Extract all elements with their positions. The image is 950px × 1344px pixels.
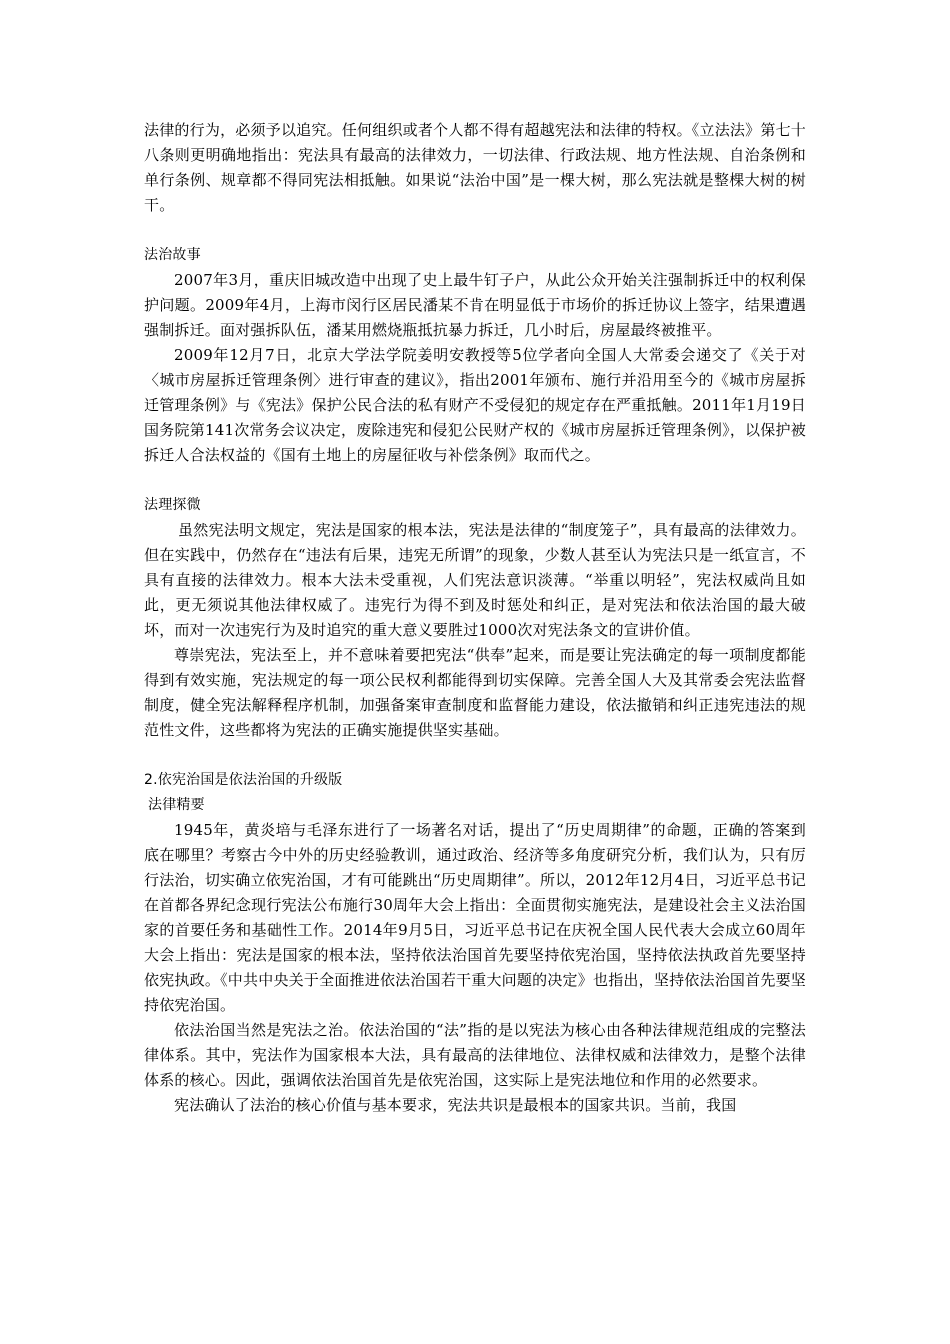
spacer	[144, 218, 806, 243]
intro-paragraph: 法律的行为，必须予以追究。任何组织或者个人都不得有超越宪法和法律的特权。《立法法》第七十八条则更明确地指出：宪法具有最高的法律效力，一切法律、行政法规、地方性法规、自治条例和单行条例、规章都不得同宪法相抵触。如果说“法治中国”是一棵大树，那么宪法就是整棵大树的树干。	[144, 121, 806, 214]
spacer	[144, 743, 806, 768]
heading-law-story: 法治故事	[144, 247, 201, 263]
story-paragraph-1: 2007年3月，重庆旧城改造中出现了史上最牛钉子户，从此公众开始关注强制拆迁中的权利保护问题。2009年4月，上海市闵行区居民潘某不肯在明显低于市场价的拆迁协议上签字，结果遭遇强制拆迁。面对强拆队伍，潘某用燃烧瓶抵抗暴力拆迁，几小时后，房屋最终被推平。	[144, 271, 806, 339]
section-2-heading: 2.依宪治国是依法治国的升级版	[144, 772, 343, 788]
heading-law-analysis: 法理探微	[144, 497, 201, 513]
essentials-paragraph-2: 依法治国当然是宪法之治。依法治国的“法”指的是以宪法为核心由各种法律规范组成的完整法律体系。其中，宪法作为国家根本大法，具有最高的法律地位、法律权威和法律效力，是整个法律体系的核心。因此，强调依法治国首先是依宪治国，这实际上是宪法地位和作用的必然要求。	[144, 1021, 806, 1089]
spacer	[144, 468, 806, 493]
document-page	[144, 118, 806, 1118]
story-paragraph-2: 2009年12月7日，北京大学法学院姜明安教授等5位学者向全国人大常委会递交了《关于对〈城市房屋拆迁管理条例〉进行审查的建议》，指出2001年颁布、施行并沿用至今的《城市房屋拆迁管理条例》与《宪法》保护公民合法的私有财产不受侵犯的规定存在严重抵触。2011年1月19日国务院第141次常务会议决定，废除违宪和侵犯公民财产权的《城市房屋拆迁管理条例》，以保护被拆迁人合法权益的《国有土地上的房屋征收与补偿条例》取而代之。	[144, 346, 806, 464]
essentials-paragraph-1: 1945年，黄炎培与毛泽东进行了一场著名对话，提出了“历史周期律”的命题，正确的答案到底在哪里？考察古今中外的历史经验教训，通过政治、经济等多角度研究分析，我们认为，只有厉行法治，切实确立依宪治国，才有可能跳出“历史周期律”。所以，2012年12月4日，习近平总书记在首都各界纪念现行宪法公布施行30周年大会上指出：全面贯彻实施宪法，是建设社会主义法治国家的首要任务和基础性工作。2014年9月5日，习近平总书记在庆祝全国人民代表大会成立60周年大会上指出：宪法是国家的根本法，坚持依法治国首先要坚持依宪治国，坚持依法执政首先要坚持依宪执政。《中共中央关于全面推进依法治国若干重大问题的决定》也指出，坚持依法治国首先要坚持依宪治国。	[144, 821, 806, 1014]
analysis-paragraph-2: 尊崇宪法，宪法至上，并不意味着要把宪法“供奉”起来，而是要让宪法确定的每一项制度都能得到有效实施，宪法规定的每一项公民权利都能得到切实保障。完善全国人大及其常委会宪法监督制度，健全宪法解释程序机制，加强备案审查制度和监督能力建设，依法撤销和纠正违宪违法的规范性文件，这些都将为宪法的正确实施提供坚实基础。	[144, 646, 806, 739]
analysis-paragraph-1: 虽然宪法明文规定，宪法是国家的根本法，宪法是法律的“制度笼子”，具有最高的法律效力。但在实践中，仍然存在“违法有后果，违宪无所谓”的现象，少数人甚至认为宪法只是一纸宣言，不具有直接的法律效力。根本大法未受重视，人们宪法意识淡薄。“举重以明轻”，宪法权威尚且如此，更无须说其他法律权威了。违宪行为得不到及时惩处和纠正，是对宪法和依法治国的最大破坏，而对一次违宪行为及时追究的重大意义要胜过1000次对宪法条文的宣讲价值。	[144, 521, 806, 639]
heading-law-essentials: 法律精要	[148, 797, 205, 813]
essentials-paragraph-3: 宪法确认了法治的核心价值与基本要求，宪法共识是最根本的国家共识。当前，我国	[174, 1096, 737, 1114]
